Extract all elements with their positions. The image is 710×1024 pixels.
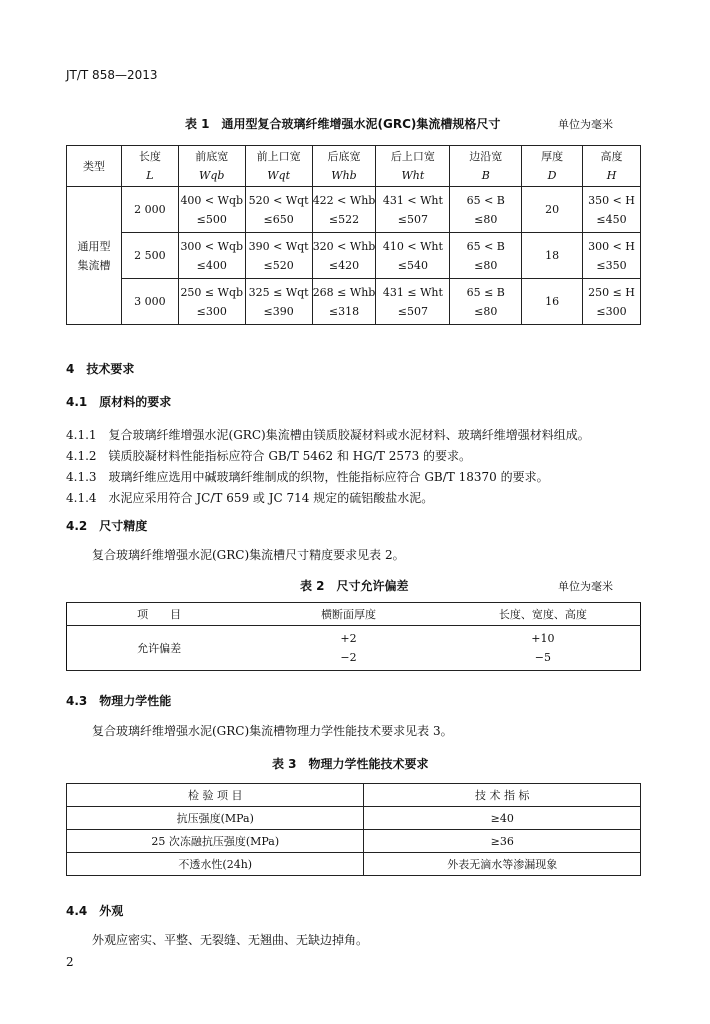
clause-4-1-2: 4.1.2 镁质胶凝材料性能指标应符合 GB/T 5462 和 HG/T 2573 的要求。 (66, 449, 472, 463)
cell: 300 < Wqb ≤400 (178, 233, 245, 279)
table-row (67, 807, 641, 830)
cell: 431 ≤ Wht ≤507 (376, 279, 450, 325)
header-cell: 横断面厚度 (251, 603, 446, 626)
table2-unit: 单位为毫米 (558, 580, 613, 593)
cell: 250 ≤ Wqb ≤300 (178, 279, 245, 325)
cell: 65 < B ≤80 (450, 187, 522, 233)
clause-4-1-4: 4.1.4 水泥应采用符合 JC/T 659 或 JC 714 规定的硫铝酸盐水泥。 (66, 491, 434, 505)
table-row (67, 233, 641, 279)
cell: 410 < Wht ≤540 (376, 233, 450, 279)
height-cell: 250 ≤ H ≤300 (583, 279, 641, 325)
header-cell: 后底宽 Whb (312, 146, 376, 187)
header-cell: 后上口宽 Wht (376, 146, 450, 187)
thickness-cell: 18 (522, 233, 583, 279)
cell: 422 < Whb ≤522 (312, 187, 376, 233)
table-header-row (67, 146, 641, 187)
clause-4-1-3: 4.1.3 玻璃纤维应选用中碱玻璃纤维制成的织物，性能指标应符合 GB/T 18370 的要求。 (66, 470, 549, 484)
cell: 25 次冻融抗压强度(MPa) (67, 830, 364, 853)
header-cell: 厚度 D (522, 146, 583, 187)
page-number: 2 (66, 955, 74, 969)
table1-spec-dimensions (66, 145, 641, 325)
section-4-3-heading: 4.3 物理力学性能 (66, 694, 172, 708)
table-row (67, 853, 641, 876)
header-cell: 长度 L (121, 146, 178, 187)
row-label: 允许偏差 (67, 626, 252, 671)
header-cell: 类型 (67, 146, 122, 187)
header-cell: 项 目 (67, 603, 252, 626)
cell: +10 −5 (446, 626, 641, 671)
section-4-4-heading: 4.4 外观 (66, 904, 124, 918)
cell: ≥36 (364, 830, 641, 853)
cell: 390 < Wqt ≤520 (245, 233, 312, 279)
section-4-1-heading: 4.1 原材料的要求 (66, 395, 172, 409)
cell: 520 < Wqt ≤650 (245, 187, 312, 233)
cell: 外表无滴水等渗漏现象 (364, 853, 641, 876)
section-4-2-heading: 4.2 尺寸精度 (66, 519, 148, 533)
section-4-heading: 4 技术要求 (66, 362, 135, 376)
cell: 431 < Wht ≤507 (376, 187, 450, 233)
header-cell: 技 术 指 标 (364, 784, 641, 807)
cell: 268 ≤ Whb ≤318 (312, 279, 376, 325)
table1-caption: 表 1 通用型复合玻璃纤维增强水泥(GRC)集流槽规格尺寸 (185, 117, 501, 131)
cell: 320 < Whb ≤420 (312, 233, 376, 279)
cell: 65 ≤ B ≤80 (450, 279, 522, 325)
table-row (67, 187, 641, 233)
length-cell: 2 500 (121, 233, 178, 279)
standard-number: JT/T 858—2013 (66, 68, 158, 82)
cell: 325 ≤ Wqt ≤390 (245, 279, 312, 325)
cell: 不透水性(24h) (67, 853, 364, 876)
cell: 400 < Wqb ≤500 (178, 187, 245, 233)
cell: +2 −2 (251, 626, 446, 671)
length-cell: 2 000 (121, 187, 178, 233)
table-header-row (67, 784, 641, 807)
header-cell: 检 验 项 目 (67, 784, 364, 807)
section-4-2-text: 复合玻璃纤维增强水泥(GRC)集流槽尺寸精度要求见表 2。 (92, 548, 405, 562)
table-row (67, 830, 641, 853)
table-row (67, 626, 641, 671)
header-cell: 前上口宽 Wqt (245, 146, 312, 187)
thickness-cell: 20 (522, 187, 583, 233)
height-cell: 350 < H ≤450 (583, 187, 641, 233)
table-row (67, 279, 641, 325)
height-cell: 300 < H ≤350 (583, 233, 641, 279)
cell: 65 < B ≤80 (450, 233, 522, 279)
cell: 抗压强度(MPa) (67, 807, 364, 830)
clause-4-1-1: 4.1.1 复合玻璃纤维增强水泥(GRC)集流槽由镁质胶凝材料或水泥材料、玻璃纤维增强材料组成。 (66, 428, 590, 442)
thickness-cell: 16 (522, 279, 583, 325)
header-cell: 前底宽 Wqb (178, 146, 245, 187)
type-cell: 通用型集流槽 (67, 187, 122, 325)
section-4-4-text: 外观应密实、平整、无裂缝、无翘曲、无缺边掉角。 (92, 933, 369, 947)
section-4-3-text: 复合玻璃纤维增强水泥(GRC)集流槽物理力学性能技术要求见表 3。 (92, 724, 453, 738)
table1-unit: 单位为毫米 (558, 118, 613, 131)
header-cell: 高度 H (583, 146, 641, 187)
header-cell: 边沿宽 B (450, 146, 522, 187)
table3-physical-properties (66, 783, 641, 876)
table3-caption: 表 3 物理力学性能技术要求 (272, 757, 429, 771)
length-cell: 3 000 (121, 279, 178, 325)
table2-tolerance (66, 602, 641, 671)
table2-caption: 表 2 尺寸允许偏差 (300, 579, 409, 593)
cell: ≥40 (364, 807, 641, 830)
header-cell: 长度、宽度、高度 (446, 603, 641, 626)
table-header-row (67, 603, 641, 626)
